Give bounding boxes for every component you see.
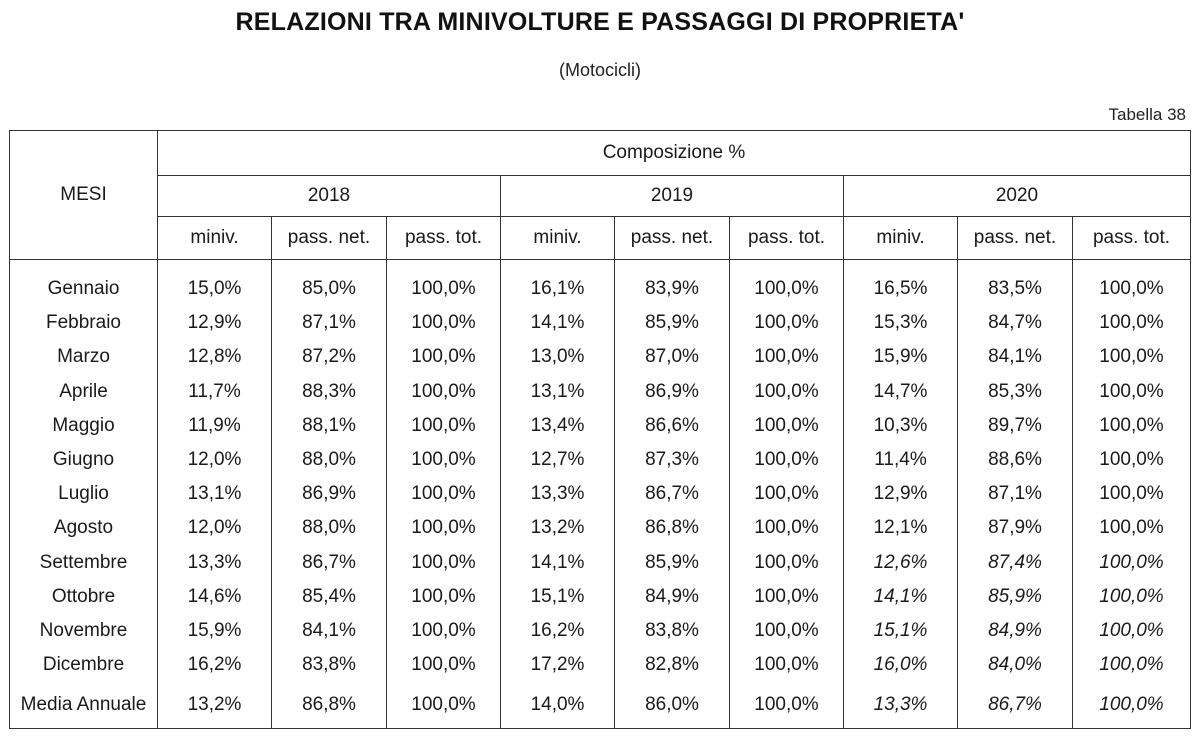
month-label: Maggio bbox=[10, 409, 158, 443]
table-row bbox=[10, 272, 1191, 306]
cell-miniv-2018: 11,7% bbox=[158, 375, 272, 409]
month-label: Agosto bbox=[10, 511, 158, 545]
month-label: Febbraio bbox=[10, 306, 158, 340]
cell-miniv-2019: 13,1% bbox=[501, 375, 615, 409]
cell-pass-net-2020: 87,1% bbox=[958, 477, 1073, 511]
cell-pass-net-2020: 87,9% bbox=[958, 511, 1073, 545]
header-year-2019: 2019 bbox=[501, 176, 844, 217]
month-label: Gennaio bbox=[10, 272, 158, 306]
cell-miniv-2019: 13,3% bbox=[501, 477, 615, 511]
cell-pass-net-2018: 84,1% bbox=[272, 614, 387, 648]
cell-pass-net-2019: 86,9% bbox=[615, 375, 730, 409]
cell-miniv-2019: 14,0% bbox=[501, 682, 615, 729]
cell-pass-net-2020: 88,6% bbox=[958, 443, 1073, 477]
table-row-media-annuale bbox=[10, 682, 1191, 729]
cell-pass-tot-2019: 100,0% bbox=[730, 511, 844, 545]
cell-pass-tot-2018: 100,0% bbox=[387, 682, 501, 729]
cell-miniv-2020: 15,1% bbox=[844, 614, 958, 648]
page-subtitle: (Motocicli) bbox=[558, 60, 641, 80]
header-year-2018: 2018 bbox=[158, 176, 501, 217]
cell-miniv-2019: 17,2% bbox=[501, 648, 615, 682]
cell-pass-tot-2019: 100,0% bbox=[730, 648, 844, 682]
cell-pass-net-2020: 89,7% bbox=[958, 409, 1073, 443]
cell-miniv-2020: 12,9% bbox=[844, 477, 958, 511]
cell-pass-tot-2018: 100,0% bbox=[387, 340, 501, 374]
page-title: RELAZIONI TRA MINIVOLTURE E PASSAGGI DI PROPRIETA' bbox=[235, 8, 965, 36]
cell-pass-tot-2019: 100,0% bbox=[730, 443, 844, 477]
cell-pass-tot-2020: 100,0% bbox=[1073, 340, 1191, 374]
header-year-2020: 2020 bbox=[844, 176, 1191, 217]
cell-pass-tot-2020: 100,0% bbox=[1073, 443, 1191, 477]
cell-pass-tot-2019: 100,0% bbox=[730, 306, 844, 340]
cell-pass-tot-2019: 100,0% bbox=[730, 272, 844, 306]
cell-pass-tot-2018: 100,0% bbox=[387, 375, 501, 409]
cell-miniv-2019: 16,1% bbox=[501, 272, 615, 306]
data-table bbox=[9, 130, 1191, 729]
cell-miniv-2019: 13,2% bbox=[501, 511, 615, 545]
subheader-pass-net-2020: pass. net. bbox=[958, 217, 1073, 260]
cell-pass-net-2018: 87,2% bbox=[272, 340, 387, 374]
cell-pass-tot-2020: 100,0% bbox=[1073, 546, 1191, 580]
cell-miniv-2019: 12,7% bbox=[501, 443, 615, 477]
cell-pass-tot-2019: 100,0% bbox=[730, 580, 844, 614]
cell-miniv-2018: 16,2% bbox=[158, 648, 272, 682]
month-label: Settembre bbox=[10, 546, 158, 580]
cell-pass-net-2018: 85,0% bbox=[272, 272, 387, 306]
subheader-pass-net-2018: pass. net. bbox=[272, 217, 387, 260]
table-row bbox=[10, 375, 1191, 409]
cell-miniv-2018: 12,0% bbox=[158, 443, 272, 477]
subheader-pass-tot-2018: pass. tot. bbox=[387, 217, 501, 260]
cell-pass-net-2018: 85,4% bbox=[272, 580, 387, 614]
subheader-miniv-2019: miniv. bbox=[501, 217, 615, 260]
month-label: Luglio bbox=[10, 477, 158, 511]
cell-pass-net-2018: 88,1% bbox=[272, 409, 387, 443]
cell-miniv-2018: 15,9% bbox=[158, 614, 272, 648]
cell-miniv-2018: 15,0% bbox=[158, 272, 272, 306]
cell-pass-tot-2020: 100,0% bbox=[1073, 648, 1191, 682]
table-row bbox=[10, 580, 1191, 614]
cell-pass-tot-2019: 100,0% bbox=[730, 614, 844, 648]
cell-pass-net-2018: 88,3% bbox=[272, 375, 387, 409]
cell-pass-tot-2019: 100,0% bbox=[730, 409, 844, 443]
cell-pass-tot-2020: 100,0% bbox=[1073, 682, 1191, 729]
cell-pass-tot-2018: 100,0% bbox=[387, 648, 501, 682]
cell-pass-net-2020: 87,4% bbox=[958, 546, 1073, 580]
cell-pass-tot-2018: 100,0% bbox=[387, 306, 501, 340]
cell-pass-tot-2020: 100,0% bbox=[1073, 272, 1191, 306]
month-label: Novembre bbox=[10, 614, 158, 648]
cell-miniv-2020: 12,6% bbox=[844, 546, 958, 580]
header-composizione: Composizione % bbox=[158, 131, 1191, 176]
subheader-pass-tot-2019: pass. tot. bbox=[730, 217, 844, 260]
cell-miniv-2018: 12,8% bbox=[158, 340, 272, 374]
cell-miniv-2018: 11,9% bbox=[158, 409, 272, 443]
cell-pass-tot-2019: 100,0% bbox=[730, 375, 844, 409]
cell-pass-net-2019: 85,9% bbox=[615, 306, 730, 340]
spacer-row bbox=[10, 260, 1191, 273]
cell-pass-tot-2020: 100,0% bbox=[1073, 477, 1191, 511]
cell-pass-tot-2018: 100,0% bbox=[387, 580, 501, 614]
cell-pass-tot-2018: 100,0% bbox=[387, 511, 501, 545]
cell-pass-tot-2020: 100,0% bbox=[1073, 409, 1191, 443]
cell-pass-net-2020: 86,7% bbox=[958, 682, 1073, 729]
table-body bbox=[10, 260, 1191, 729]
cell-miniv-2020: 11,4% bbox=[844, 443, 958, 477]
cell-pass-net-2019: 86,6% bbox=[615, 409, 730, 443]
cell-pass-net-2019: 82,8% bbox=[615, 648, 730, 682]
cell-pass-tot-2019: 100,0% bbox=[730, 477, 844, 511]
cell-pass-net-2019: 87,0% bbox=[615, 340, 730, 374]
cell-miniv-2020: 15,9% bbox=[844, 340, 958, 374]
cell-pass-tot-2018: 100,0% bbox=[387, 443, 501, 477]
cell-pass-net-2019: 84,9% bbox=[615, 580, 730, 614]
cell-pass-tot-2020: 100,0% bbox=[1073, 511, 1191, 545]
month-label: Marzo bbox=[10, 340, 158, 374]
table-row bbox=[10, 648, 1191, 682]
cell-miniv-2018: 12,0% bbox=[158, 511, 272, 545]
cell-pass-tot-2019: 100,0% bbox=[730, 340, 844, 374]
cell-pass-net-2020: 85,3% bbox=[958, 375, 1073, 409]
cell-pass-tot-2018: 100,0% bbox=[387, 614, 501, 648]
cell-miniv-2019: 16,2% bbox=[501, 614, 615, 648]
month-label: Giugno bbox=[10, 443, 158, 477]
month-label: Media Annuale bbox=[10, 682, 158, 729]
subheader-pass-net-2019: pass. net. bbox=[615, 217, 730, 260]
table-row bbox=[10, 546, 1191, 580]
cell-pass-net-2018: 86,9% bbox=[272, 477, 387, 511]
table-row bbox=[10, 340, 1191, 374]
cell-miniv-2018: 14,6% bbox=[158, 580, 272, 614]
cell-pass-net-2020: 85,9% bbox=[958, 580, 1073, 614]
table-row bbox=[10, 409, 1191, 443]
cell-pass-tot-2018: 100,0% bbox=[387, 477, 501, 511]
table-row bbox=[10, 477, 1191, 511]
table-row bbox=[10, 511, 1191, 545]
cell-pass-net-2020: 84,0% bbox=[958, 648, 1073, 682]
cell-pass-net-2018: 88,0% bbox=[272, 511, 387, 545]
cell-pass-tot-2018: 100,0% bbox=[387, 272, 501, 306]
table-row bbox=[10, 306, 1191, 340]
cell-miniv-2020: 14,7% bbox=[844, 375, 958, 409]
cell-miniv-2020: 15,3% bbox=[844, 306, 958, 340]
cell-miniv-2020: 10,3% bbox=[844, 409, 958, 443]
cell-pass-tot-2018: 100,0% bbox=[387, 546, 501, 580]
cell-miniv-2020: 12,1% bbox=[844, 511, 958, 545]
cell-pass-net-2019: 83,8% bbox=[615, 614, 730, 648]
cell-pass-tot-2019: 100,0% bbox=[730, 546, 844, 580]
cell-miniv-2020: 16,5% bbox=[844, 272, 958, 306]
cell-miniv-2019: 13,4% bbox=[501, 409, 615, 443]
cell-pass-net-2020: 84,1% bbox=[958, 340, 1073, 374]
cell-pass-net-2020: 84,7% bbox=[958, 306, 1073, 340]
cell-miniv-2019: 15,1% bbox=[501, 580, 615, 614]
table-row bbox=[10, 443, 1191, 477]
cell-pass-net-2019: 85,9% bbox=[615, 546, 730, 580]
cell-pass-net-2019: 86,0% bbox=[615, 682, 730, 729]
table-number-label: Tabella 38 bbox=[1108, 105, 1186, 124]
cell-pass-net-2019: 86,7% bbox=[615, 477, 730, 511]
cell-miniv-2019: 14,1% bbox=[501, 306, 615, 340]
cell-pass-tot-2020: 100,0% bbox=[1073, 306, 1191, 340]
cell-pass-tot-2020: 100,0% bbox=[1073, 375, 1191, 409]
cell-pass-tot-2019: 100,0% bbox=[730, 682, 844, 729]
cell-pass-net-2019: 87,3% bbox=[615, 443, 730, 477]
table-row bbox=[10, 614, 1191, 648]
cell-pass-net-2020: 83,5% bbox=[958, 272, 1073, 306]
cell-pass-net-2018: 83,8% bbox=[272, 648, 387, 682]
subheader-miniv-2020: miniv. bbox=[844, 217, 958, 260]
header-mesi: MESI bbox=[10, 131, 158, 260]
cell-miniv-2020: 14,1% bbox=[844, 580, 958, 614]
cell-pass-net-2018: 88,0% bbox=[272, 443, 387, 477]
cell-pass-tot-2020: 100,0% bbox=[1073, 614, 1191, 648]
month-label: Dicembre bbox=[10, 648, 158, 682]
cell-miniv-2020: 13,3% bbox=[844, 682, 958, 729]
cell-pass-net-2018: 86,8% bbox=[272, 682, 387, 729]
cell-miniv-2018: 13,3% bbox=[158, 546, 272, 580]
cell-pass-tot-2020: 100,0% bbox=[1073, 580, 1191, 614]
cell-miniv-2020: 16,0% bbox=[844, 648, 958, 682]
cell-pass-net-2019: 86,8% bbox=[615, 511, 730, 545]
cell-miniv-2018: 12,9% bbox=[158, 306, 272, 340]
cell-pass-net-2018: 86,7% bbox=[272, 546, 387, 580]
cell-miniv-2019: 13,0% bbox=[501, 340, 615, 374]
subheader-pass-tot-2020: pass. tot. bbox=[1073, 217, 1191, 260]
cell-miniv-2018: 13,2% bbox=[158, 682, 272, 729]
cell-miniv-2019: 14,1% bbox=[501, 546, 615, 580]
month-label: Ottobre bbox=[10, 580, 158, 614]
cell-miniv-2018: 13,1% bbox=[158, 477, 272, 511]
subheader-miniv-2018: miniv. bbox=[158, 217, 272, 260]
cell-pass-net-2020: 84,9% bbox=[958, 614, 1073, 648]
month-label: Aprile bbox=[10, 375, 158, 409]
cell-pass-tot-2018: 100,0% bbox=[387, 409, 501, 443]
cell-pass-net-2018: 87,1% bbox=[272, 306, 387, 340]
cell-pass-net-2019: 83,9% bbox=[615, 272, 730, 306]
